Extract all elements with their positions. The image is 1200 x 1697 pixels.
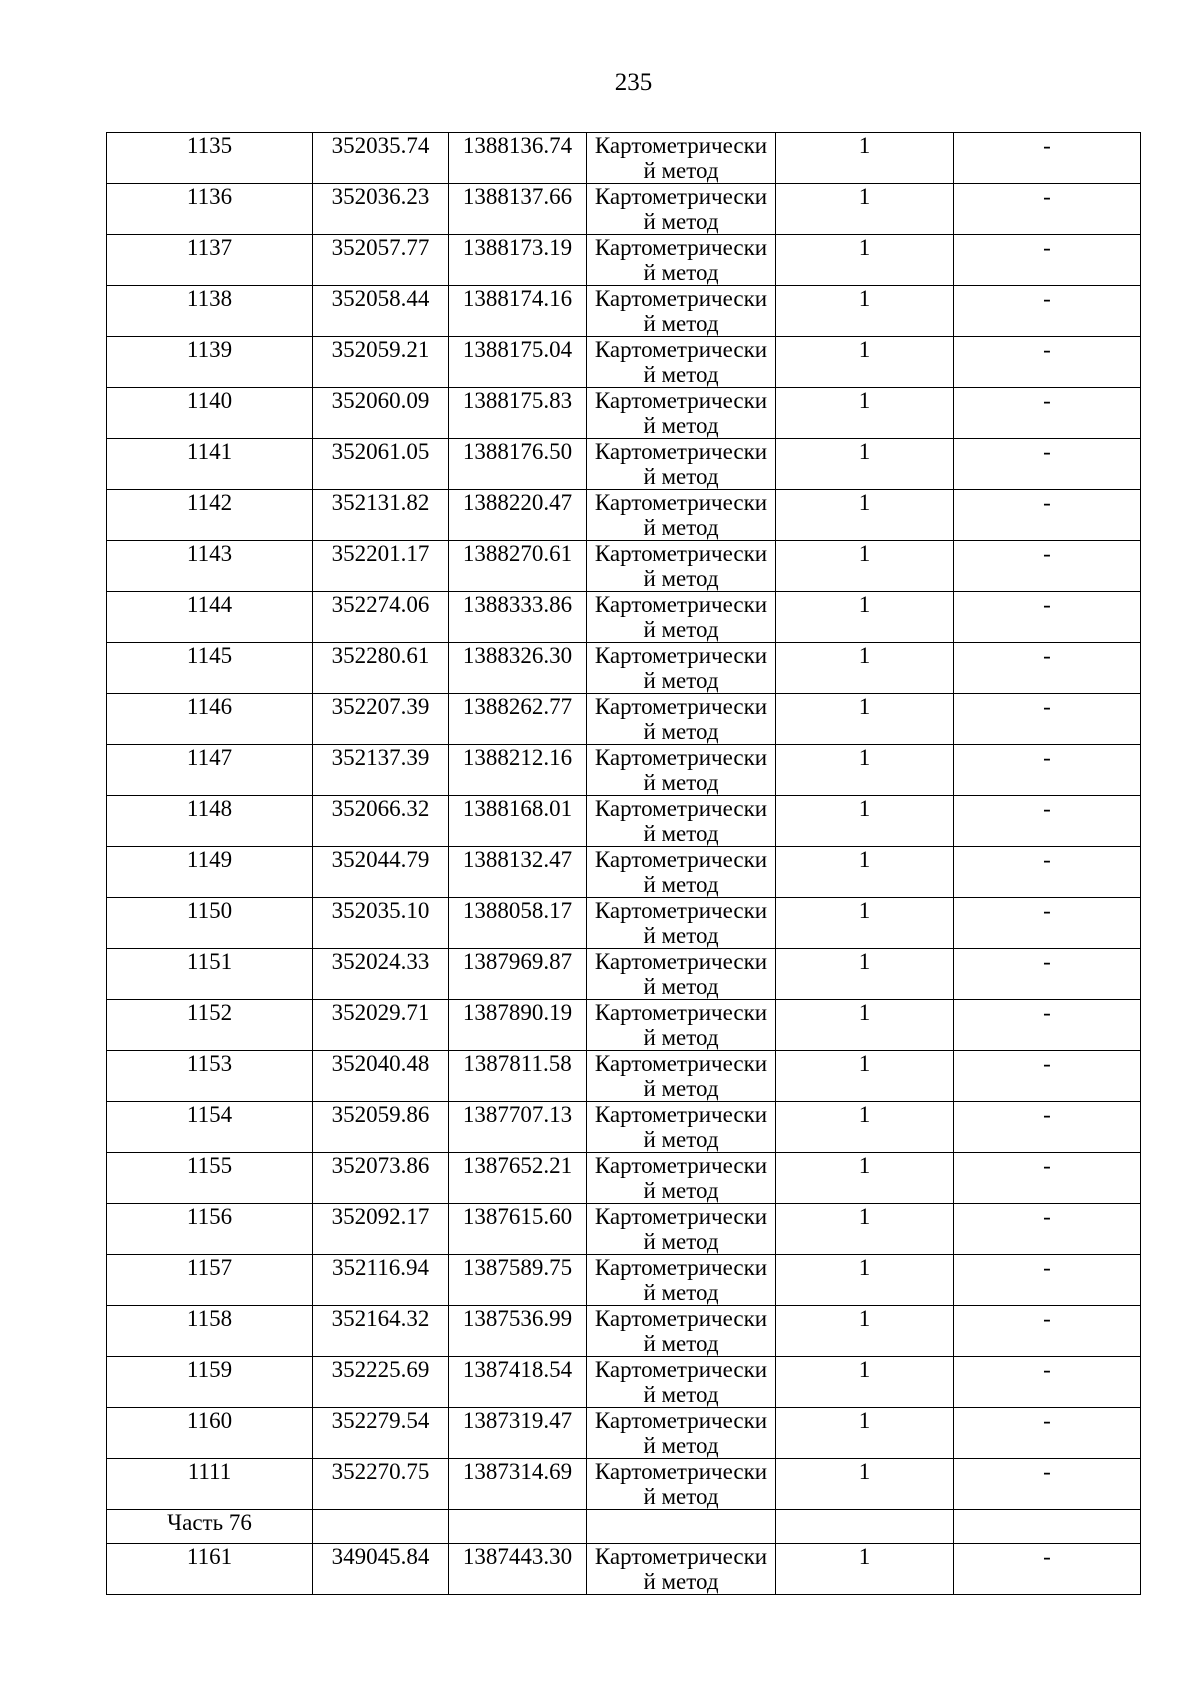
method-text-line1: Картометрически [594,1204,768,1229]
x-coordinate-cell: 352060.09 [313,388,449,439]
accuracy-cell: 1 [776,1204,954,1255]
method-text-line1: Картометрически [594,1544,768,1569]
note-cell: - [954,286,1141,337]
section-label: Часть 76 [107,1510,313,1544]
y-coordinate-cell: 1387536.99 [449,1306,587,1357]
y-coordinate-cell: 1387615.60 [449,1204,587,1255]
point-cell: 1137 [107,235,313,286]
y-coordinate-cell: 1388136.74 [449,133,587,184]
x-coordinate-cell: 352035.10 [313,898,449,949]
method-text-line1: Картометрически [594,796,768,821]
method-text-line1: Картометрически [594,1306,768,1331]
x-coordinate-cell: 352024.33 [313,949,449,1000]
table-row [107,1459,1141,1510]
method-text-line1: Картометрически [594,694,768,719]
method-cell [587,1153,776,1204]
accuracy-cell: 1 [776,133,954,184]
note-cell: - [954,1408,1141,1459]
point-cell: 1141 [107,439,313,490]
y-coordinate-cell: 1388173.19 [449,235,587,286]
note-cell: - [954,337,1141,388]
method-text-line2: й метод [643,1382,719,1407]
x-coordinate-cell: 352116.94 [313,1255,449,1306]
method-cell [587,796,776,847]
empty-cell [954,1510,1141,1544]
table-row [107,1153,1141,1204]
empty-cell [313,1510,449,1544]
method-text-line1: Картометрически [594,1051,768,1076]
point-cell: 1138 [107,286,313,337]
x-coordinate-cell: 352059.86 [313,1102,449,1153]
table-row [107,439,1141,490]
note-cell: - [954,235,1141,286]
method-text-line2: й метод [643,413,719,438]
accuracy-cell: 1 [776,1544,954,1595]
point-cell: 1140 [107,388,313,439]
method-text-line1: Картометрически [594,847,768,872]
y-coordinate-cell: 1388333.86 [449,592,587,643]
method-text-line1: Картометрически [594,1459,768,1484]
method-text-line2: й метод [643,515,719,540]
note-cell: - [954,745,1141,796]
x-coordinate-cell: 349045.84 [313,1544,449,1595]
point-cell: 1147 [107,745,313,796]
x-coordinate-cell: 352270.75 [313,1459,449,1510]
accuracy-cell: 1 [776,337,954,388]
y-coordinate-cell: 1388058.17 [449,898,587,949]
method-text-line2: й метод [643,1076,719,1101]
table-row [107,1408,1141,1459]
x-coordinate-cell: 352274.06 [313,592,449,643]
y-coordinate-cell: 1388176.50 [449,439,587,490]
method-text-line2: й метод [643,209,719,234]
note-cell: - [954,1306,1141,1357]
method-cell [587,1544,776,1595]
table-row [107,337,1141,388]
note-cell: - [954,133,1141,184]
accuracy-cell: 1 [776,694,954,745]
accuracy-cell: 1 [776,1408,954,1459]
table-row [107,490,1141,541]
x-coordinate-cell: 352059.21 [313,337,449,388]
method-text-line2: й метод [643,1025,719,1050]
y-coordinate-cell: 1388132.47 [449,847,587,898]
note-cell: - [954,1459,1141,1510]
method-text-line1: Картометрически [594,133,768,158]
table-row [107,1204,1141,1255]
note-cell: - [954,1000,1141,1051]
table-row [107,1357,1141,1408]
note-cell: - [954,1051,1141,1102]
method-text-line2: й метод [643,566,719,591]
point-cell: 1153 [107,1051,313,1102]
table-row [107,235,1141,286]
point-cell: 1149 [107,847,313,898]
y-coordinate-cell: 1387890.19 [449,1000,587,1051]
point-cell: 1111 [107,1459,313,1510]
method-cell [587,898,776,949]
method-text-line1: Картометрически [594,1357,768,1382]
method-text-line1: Картометрически [594,439,768,464]
x-coordinate-cell: 352035.74 [313,133,449,184]
method-cell [587,1204,776,1255]
point-cell: 1161 [107,1544,313,1595]
point-cell: 1150 [107,898,313,949]
method-text-line1: Картометрически [594,949,768,974]
accuracy-cell: 1 [776,796,954,847]
y-coordinate-cell: 1388212.16 [449,745,587,796]
method-text-line2: й метод [643,617,719,642]
point-cell: 1139 [107,337,313,388]
point-cell: 1146 [107,694,313,745]
accuracy-cell: 1 [776,1255,954,1306]
method-cell [587,643,776,694]
table-row [107,1102,1141,1153]
point-cell: 1148 [107,796,313,847]
accuracy-cell: 1 [776,898,954,949]
point-cell: 1142 [107,490,313,541]
y-coordinate-cell: 1387314.69 [449,1459,587,1510]
note-cell: - [954,694,1141,745]
x-coordinate-cell: 352061.05 [313,439,449,490]
section-row [107,1510,1141,1544]
point-cell: 1160 [107,1408,313,1459]
table-row [107,388,1141,439]
x-coordinate-cell: 352040.48 [313,1051,449,1102]
accuracy-cell: 1 [776,1306,954,1357]
accuracy-cell: 1 [776,1459,954,1510]
method-text-line1: Картометрически [594,337,768,362]
y-coordinate-cell: 1387319.47 [449,1408,587,1459]
method-text-line2: й метод [643,1433,719,1458]
method-cell [587,286,776,337]
x-coordinate-cell: 352201.17 [313,541,449,592]
accuracy-cell: 1 [776,592,954,643]
y-coordinate-cell: 1388174.16 [449,286,587,337]
method-text-line2: й метод [643,872,719,897]
method-text-line2: й метод [643,1280,719,1305]
accuracy-cell: 1 [776,1102,954,1153]
method-cell [587,1306,776,1357]
method-cell [587,235,776,286]
note-cell: - [954,1204,1141,1255]
accuracy-cell: 1 [776,541,954,592]
note-cell: - [954,1255,1141,1306]
table-row [107,184,1141,235]
method-cell [587,949,776,1000]
note-cell: - [954,439,1141,490]
accuracy-cell: 1 [776,235,954,286]
x-coordinate-cell: 352225.69 [313,1357,449,1408]
y-coordinate-cell: 1388137.66 [449,184,587,235]
accuracy-cell: 1 [776,745,954,796]
y-coordinate-cell: 1387418.54 [449,1357,587,1408]
point-cell: 1156 [107,1204,313,1255]
note-cell: - [954,796,1141,847]
point-cell: 1136 [107,184,313,235]
table-body-main [107,133,1141,1510]
method-text-line2: й метод [643,158,719,183]
x-coordinate-cell: 352029.71 [313,1000,449,1051]
method-text-line1: Картометрически [594,235,768,260]
method-text-line2: й метод [643,770,719,795]
table-row [107,847,1141,898]
method-text-line2: й метод [643,1178,719,1203]
method-text-line1: Картометрически [594,1102,768,1127]
x-coordinate-cell: 352073.86 [313,1153,449,1204]
note-cell: - [954,184,1141,235]
x-coordinate-cell: 352207.39 [313,694,449,745]
note-cell: - [954,949,1141,1000]
x-coordinate-cell: 352058.44 [313,286,449,337]
table-row [107,1000,1141,1051]
method-cell [587,694,776,745]
accuracy-cell: 1 [776,643,954,694]
method-cell [587,388,776,439]
method-text-line2: й метод [643,362,719,387]
method-cell [587,337,776,388]
note-cell: - [954,1544,1141,1595]
table-body-section-76 [107,1544,1141,1595]
point-cell: 1158 [107,1306,313,1357]
method-text-line1: Картометрически [594,643,768,668]
method-cell [587,745,776,796]
method-cell [587,847,776,898]
method-text-line2: й метод [643,1229,719,1254]
y-coordinate-cell: 1387652.21 [449,1153,587,1204]
table-row [107,286,1141,337]
point-cell: 1159 [107,1357,313,1408]
y-coordinate-cell: 1388326.30 [449,643,587,694]
method-cell [587,1255,776,1306]
table-row [107,643,1141,694]
point-cell: 1135 [107,133,313,184]
point-cell: 1143 [107,541,313,592]
method-text-line2: й метод [643,668,719,693]
method-text-line1: Картометрически [594,1153,768,1178]
table-row [107,541,1141,592]
table-row [107,1306,1141,1357]
method-text-line2: й метод [643,974,719,999]
note-cell: - [954,1357,1141,1408]
table-row [107,949,1141,1000]
note-cell: - [954,541,1141,592]
method-cell [587,1102,776,1153]
y-coordinate-cell: 1388175.83 [449,388,587,439]
accuracy-cell: 1 [776,1357,954,1408]
method-text-line2: й метод [643,719,719,744]
table-row [107,1051,1141,1102]
method-text-line1: Картометрически [594,1000,768,1025]
method-cell [587,490,776,541]
x-coordinate-cell: 352137.39 [313,745,449,796]
method-text-line1: Картометрически [594,745,768,770]
empty-cell [587,1510,776,1544]
note-cell: - [954,847,1141,898]
method-text-line2: й метод [643,1484,719,1509]
method-text-line1: Картометрически [594,388,768,413]
point-cell: 1155 [107,1153,313,1204]
method-cell [587,184,776,235]
y-coordinate-cell: 1388270.61 [449,541,587,592]
method-text-line1: Картометрически [594,592,768,617]
empty-cell [776,1510,954,1544]
x-coordinate-cell: 352280.61 [313,643,449,694]
method-cell [587,1408,776,1459]
accuracy-cell: 1 [776,490,954,541]
table-row [107,592,1141,643]
note-cell: - [954,898,1141,949]
y-coordinate-cell: 1388220.47 [449,490,587,541]
table-row [107,694,1141,745]
method-cell [587,1357,776,1408]
method-text-line1: Картометрически [594,1408,768,1433]
note-cell: - [954,388,1141,439]
x-coordinate-cell: 352279.54 [313,1408,449,1459]
method-text-line2: й метод [643,311,719,336]
table-section-header [107,1510,1141,1544]
y-coordinate-cell: 1387969.87 [449,949,587,1000]
point-cell: 1154 [107,1102,313,1153]
point-cell: 1152 [107,1000,313,1051]
method-cell [587,133,776,184]
point-cell: 1157 [107,1255,313,1306]
method-text-line1: Картометрически [594,490,768,515]
accuracy-cell: 1 [776,847,954,898]
method-text-line1: Картометрически [594,184,768,209]
method-text-line2: й метод [643,464,719,489]
y-coordinate-cell: 1388175.04 [449,337,587,388]
x-coordinate-cell: 352131.82 [313,490,449,541]
note-cell: - [954,643,1141,694]
table-row [107,745,1141,796]
x-coordinate-cell: 352044.79 [313,847,449,898]
x-coordinate-cell: 352066.32 [313,796,449,847]
method-text-line2: й метод [643,1569,719,1594]
method-text-line1: Картометрически [594,541,768,566]
method-cell [587,1459,776,1510]
page-number: 235 [614,69,653,96]
method-text-line2: й метод [643,1127,719,1152]
method-cell [587,439,776,490]
y-coordinate-cell: 1387707.13 [449,1102,587,1153]
note-cell: - [954,1153,1141,1204]
table-row [107,1544,1141,1595]
method-text-line1: Картометрически [594,286,768,311]
method-text-line2: й метод [643,821,719,846]
point-cell: 1151 [107,949,313,1000]
method-text-line1: Картометрически [594,898,768,923]
accuracy-cell: 1 [776,388,954,439]
table-row [107,796,1141,847]
method-text-line2: й метод [643,923,719,948]
note-cell: - [954,1102,1141,1153]
method-cell [587,541,776,592]
x-coordinate-cell: 352036.23 [313,184,449,235]
method-cell [587,592,776,643]
y-coordinate-cell: 1388262.77 [449,694,587,745]
note-cell: - [954,592,1141,643]
accuracy-cell: 1 [776,1000,954,1051]
note-cell: - [954,490,1141,541]
y-coordinate-cell: 1387811.58 [449,1051,587,1102]
method-text-line2: й метод [643,1331,719,1356]
x-coordinate-cell: 352057.77 [313,235,449,286]
accuracy-cell: 1 [776,1051,954,1102]
y-coordinate-cell: 1387443.30 [449,1544,587,1595]
accuracy-cell: 1 [776,949,954,1000]
point-cell: 1144 [107,592,313,643]
method-text-line2: й метод [643,260,719,285]
y-coordinate-cell: 1387589.75 [449,1255,587,1306]
coordinates-table [106,132,1141,1595]
method-cell [587,1000,776,1051]
y-coordinate-cell: 1388168.01 [449,796,587,847]
table-row [107,1255,1141,1306]
table-row [107,898,1141,949]
accuracy-cell: 1 [776,286,954,337]
accuracy-cell: 1 [776,1153,954,1204]
table-row [107,133,1141,184]
x-coordinate-cell: 352164.32 [313,1306,449,1357]
method-text-line1: Картометрически [594,1255,768,1280]
accuracy-cell: 1 [776,439,954,490]
point-cell: 1145 [107,643,313,694]
method-cell [587,1051,776,1102]
empty-cell [449,1510,587,1544]
x-coordinate-cell: 352092.17 [313,1204,449,1255]
accuracy-cell: 1 [776,184,954,235]
